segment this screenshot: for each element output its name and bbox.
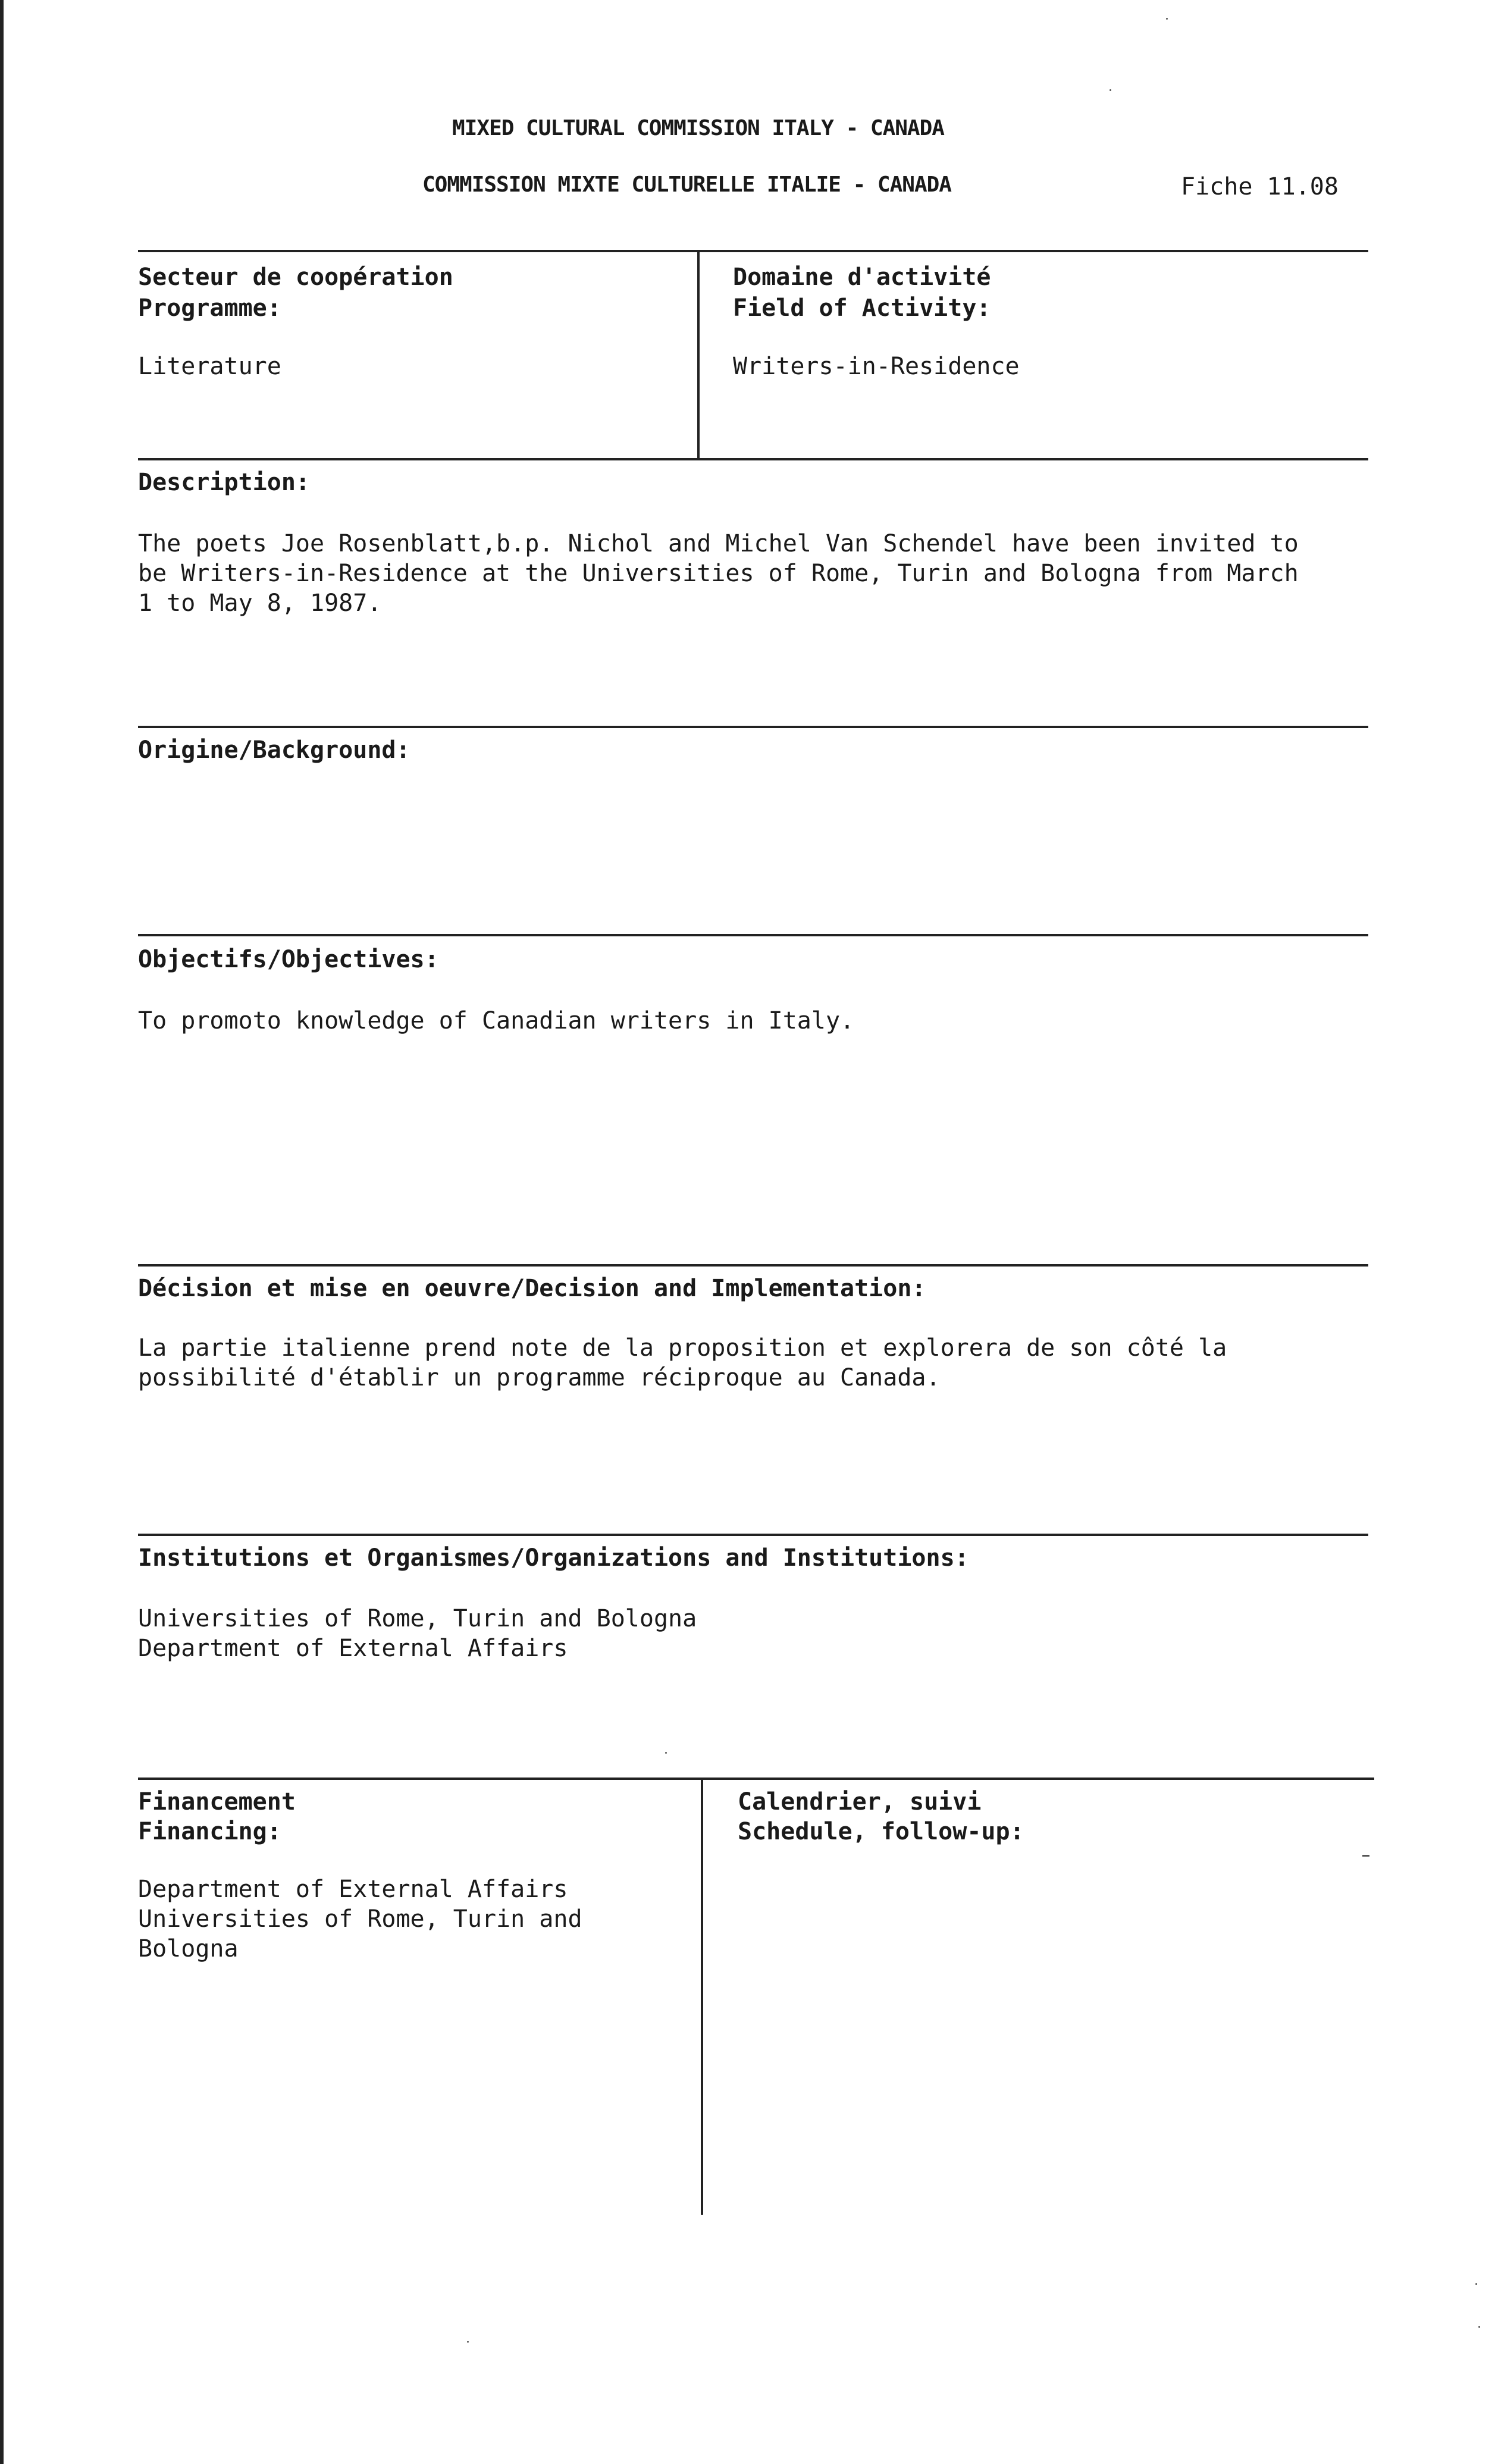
- decision-label: Décision et mise en oeuvre/Decision and Implementation:: [138, 1275, 926, 1302]
- rule-top: [138, 250, 1368, 252]
- financing-line: Department of External Affairs: [138, 1876, 568, 1903]
- sector-label-fr: Secteur de coopération: [138, 264, 453, 291]
- header-title-en: MIXED CULTURAL COMMISSION ITALY - CANADA: [452, 116, 944, 140]
- description-line: The poets Joe Rosenblatt,b.p. Nichol and Michel Van Schendel have been invited to: [138, 530, 1299, 557]
- rule-description-top: [138, 458, 1368, 460]
- field-value: Writers-in-Residence: [733, 353, 1020, 380]
- institutions-line: Universities of Rome, Turin and Bologna: [138, 1605, 697, 1632]
- institutions-line: Department of External Affairs: [138, 1635, 568, 1662]
- header-title-fr: COMMISSION MIXTE CULTURELLE ITALIE - CANADA: [422, 173, 951, 197]
- objectives-label: Objectifs/Objectives:: [138, 946, 439, 973]
- rule-objectives-top: [138, 934, 1368, 936]
- institutions-label: Institutions et Organismes/Organizations and Institutions:: [138, 1544, 969, 1572]
- field-label-en: Field of Activity:: [733, 294, 991, 322]
- scan-speck: [1478, 2326, 1480, 2328]
- sector-label-en: Programme:: [138, 294, 281, 322]
- rule-decision-top: [138, 1264, 1368, 1267]
- background-label: Origine/Background:: [138, 736, 410, 764]
- financing-line: Universities of Rome, Turin and: [138, 1905, 582, 1933]
- rule-sector-divider: [697, 250, 700, 459]
- fiche-number: Fiche 11.08: [1181, 173, 1339, 200]
- description-line: 1 to May 8, 1987.: [138, 590, 382, 617]
- scan-speck: [1110, 89, 1111, 91]
- sector-value: Literature: [138, 353, 281, 380]
- financing-line: Bologna: [138, 1935, 239, 1963]
- description-label: Description:: [138, 469, 310, 496]
- decision-line: possibilité d'établir un programme réciproque au Canada.: [138, 1364, 941, 1391]
- scan-speck: [1475, 2283, 1477, 2285]
- objectives-line: To promoto knowledge of Canadian writers in Italy.: [138, 1007, 855, 1034]
- rule-institutions-top: [138, 1534, 1368, 1536]
- field-label-fr: Domaine d'activité: [733, 264, 991, 291]
- page-left-edge: [0, 0, 4, 2464]
- rule-financing-top: [138, 1778, 1374, 1780]
- schedule-label-fr: Calendrier, suivi: [738, 1788, 982, 1816]
- description-line: be Writers-in-Residence at the Universities of Rome, Turin and Bologna from March: [138, 560, 1299, 587]
- rule-financing-divider: [701, 1778, 703, 2215]
- schedule-label-en: Schedule, follow-up:: [738, 1818, 1024, 1845]
- scan-speck: [1166, 18, 1168, 20]
- rule-background-top: [138, 726, 1368, 728]
- scan-speck: [467, 2341, 469, 2343]
- scan-speck: [1362, 1855, 1369, 1857]
- decision-line: La partie italienne prend note de la proposition et explorera de son côté la: [138, 1334, 1227, 1362]
- financing-label-en: Financing:: [138, 1818, 281, 1845]
- financing-label-fr: Financement: [138, 1788, 296, 1816]
- scan-speck: [665, 1752, 667, 1754]
